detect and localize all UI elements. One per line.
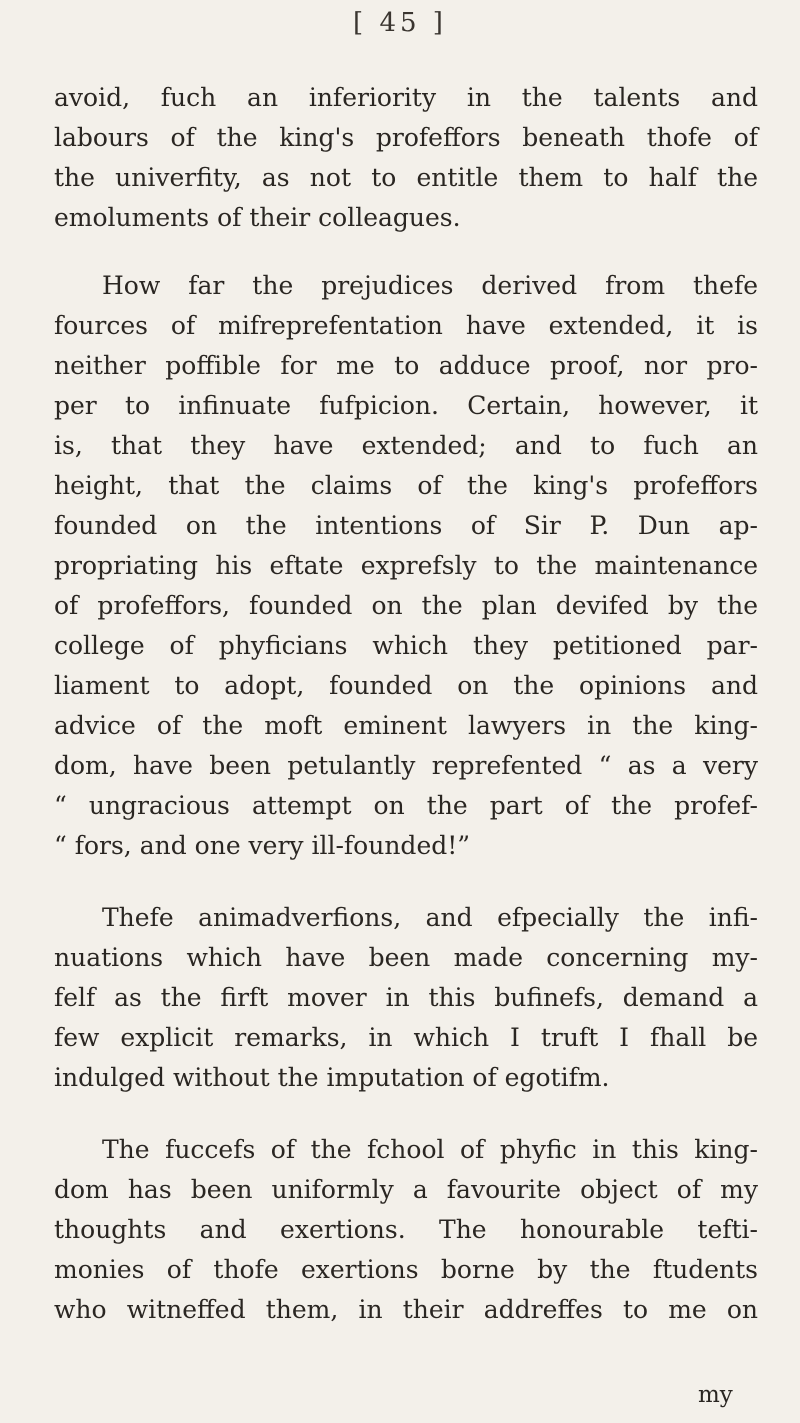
text-line: thoughts and exertions. The honourable tefti- (54, 1215, 758, 1244)
text-line: dom, have been petulantly reprefented “ as a very (54, 751, 758, 780)
text-line: “ ungracious attempt on the part of the profef- (54, 791, 758, 820)
text-line: college of phyficians which they petitioned par- (54, 631, 758, 660)
text-line: propriating his eftate exprefsly to the maintenance (54, 551, 758, 580)
text-line: who witneffed them, in their addreffes to me on (54, 1295, 758, 1324)
text-line: labours of the king's profeffors beneath thofe of (54, 123, 758, 152)
text-line: height, that the claims of the king's profeffors (54, 471, 758, 500)
text-line: avoid, fuch an inferiority in the talents and (54, 83, 758, 112)
text-line: dom has been uniformly a favourite object of my (54, 1175, 758, 1204)
text-line: The fuccefs of the fchool of phyfic in this king- (102, 1135, 758, 1164)
page-number-header: [ 45 ] (353, 8, 447, 38)
text-line: Thefe animadverfions, and efpecially the infi- (102, 903, 758, 932)
text-line: of profeffors, founded on the plan devifed by the (54, 591, 758, 620)
text-line: How far the prejudices derived from thefe (102, 271, 758, 300)
text-line: neither poffible for me to adduce proof, nor pro- (54, 351, 758, 380)
text-line: felf as the firft mover in this bufinefs, demand a (54, 983, 758, 1012)
text-line: few explicit remarks, in which I truft I fhall be (54, 1023, 758, 1052)
text-line: is, that they have extended; and to fuch an (54, 431, 758, 460)
text-line: monies of thofe exertions borne by the ftudents (54, 1255, 758, 1284)
text-line: “ fors, and one very ill-founded!” (54, 831, 471, 860)
text-line: liament to adopt, founded on the opinions and (54, 671, 758, 700)
text-line: nuations which have been made concerning my- (54, 943, 758, 972)
text-line: fources of mifreprefentation have extended, it is (54, 311, 758, 340)
text-line: founded on the intentions of Sir P. Dun ap- (54, 511, 758, 540)
text-line: emoluments of their colleagues. (54, 203, 461, 232)
text-line: indulged without the imputation of egotifm. (54, 1063, 610, 1092)
catchword: my (698, 1382, 733, 1408)
text-line: the univerfity, as not to entitle them to half the (54, 163, 758, 192)
text-line: advice of the moft eminent lawyers in the king- (54, 711, 758, 740)
text-line: per to infinuate fufpicion. Certain, however, it (54, 391, 758, 420)
